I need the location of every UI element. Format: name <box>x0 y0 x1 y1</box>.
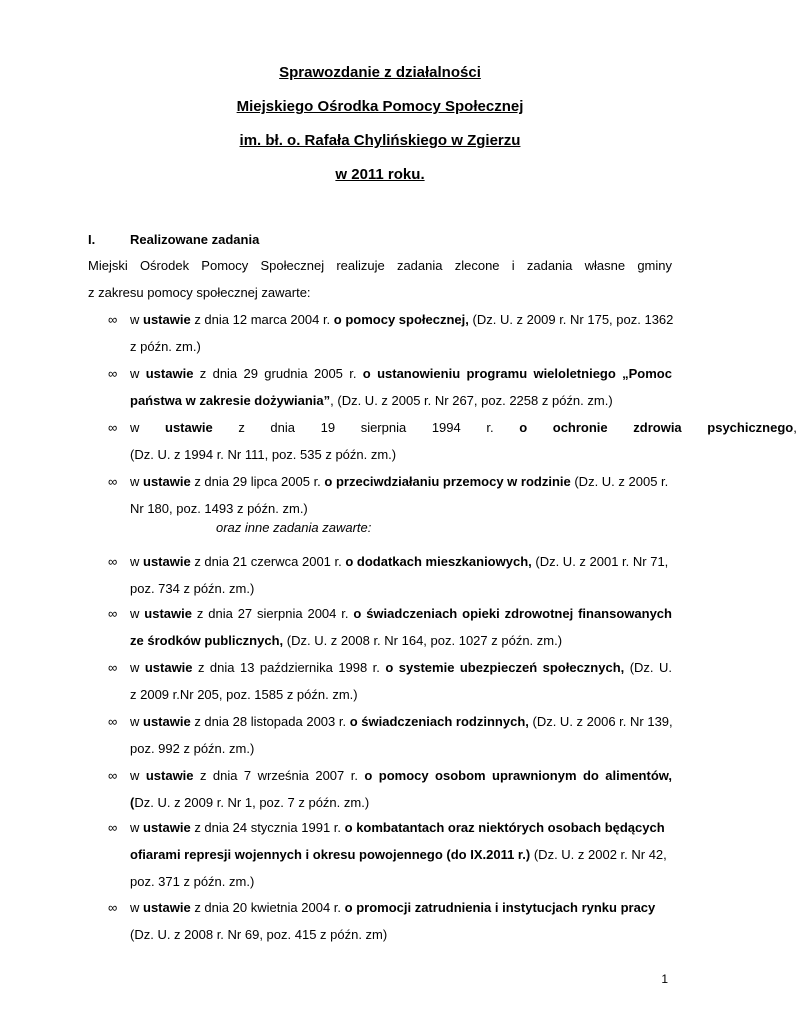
item-bold-title: o dodatkach mieszkaniowych, <box>345 554 532 569</box>
list-item <box>108 762 672 816</box>
item-w: w <box>130 312 140 327</box>
item-ustawie: ustawie <box>143 900 191 915</box>
item-w: w <box>130 474 140 489</box>
item-w: w <box>130 420 140 435</box>
item-text: z dnia 20 kwietnia 2004 r. <box>190 900 345 915</box>
item-text: z dnia 27 sierpnia 2004 r. <box>191 606 354 621</box>
title-line-4: w 2011 roku. <box>335 166 425 183</box>
intro-line-1: Miejski Ośrodek Pomocy Społecznej realizuje zadania zlecone i zadania własne gminy <box>88 258 672 273</box>
infinity-bullet-icon: ∞ <box>108 714 118 729</box>
item-text: z dnia 12 marca 2004 r. <box>190 312 334 327</box>
list-item <box>108 414 797 468</box>
item-ustawie: ustawie <box>145 768 194 783</box>
item-comma: , <box>793 420 797 435</box>
infinity-bullet-icon: ∞ <box>108 900 118 915</box>
section-number: I. <box>88 232 96 247</box>
item-bold-title: o ochronie zdrowia psychicznego <box>519 420 794 435</box>
list-item <box>108 814 672 895</box>
item-ustawie: ustawie <box>144 660 193 675</box>
item-citation: (Dz. U. z 1994 r. Nr 111, poz. 535 z późn. zm.) <box>130 447 397 462</box>
item-text: z dnia 29 lipca 2005 r. <box>190 474 325 489</box>
list-item <box>108 708 672 762</box>
title-line-2: Miejskiego Ośrodka Pomocy Społecznej <box>236 98 524 115</box>
item-bold-title: o przeciwdziałaniu przemocy w rodzinie <box>324 474 571 489</box>
item-text: z dnia 24 stycznia 1991 r. <box>190 820 345 835</box>
item-w: w <box>130 900 140 915</box>
item-citation: Dz. U. z 2009 r. Nr 1, poz. 7 z późn. zm.) <box>134 795 370 810</box>
section-title: Realizowane zadania <box>130 232 260 247</box>
item-citation: (Dz. U. z 2005 r. <box>570 474 669 489</box>
item-ustawie: ustawie <box>145 366 194 381</box>
list-item <box>108 306 672 360</box>
item-ustawie: ustawie <box>143 312 191 327</box>
item-citation: (Dz. U. z 2001 r. Nr 71, <box>531 554 669 569</box>
title-line-1: Sprawozdanie z działalności <box>279 64 481 81</box>
item-paren: ( <box>130 795 135 810</box>
item-citation-cont: z 2009 r.Nr 205, poz. 1585 z późn. zm.) <box>130 687 358 702</box>
item-bold-title-cont: ze środków publicznych, <box>130 633 284 648</box>
item-citation-cont: poz. 992 z późn. zm.) <box>130 741 255 756</box>
item-text: z dnia 7 września 2007 r. <box>193 768 365 783</box>
list-item <box>108 894 672 948</box>
item-bold-title: o kombatantach oraz niektórych osobach będących <box>344 820 665 835</box>
item-text: z dnia 13 października 1998 r. <box>192 660 386 675</box>
item-bold-title: o pomocy społecznej, <box>333 312 469 327</box>
item-ustawie: ustawie <box>143 554 191 569</box>
item-bold-title: o ustanowieniu programu wieloletniego „Pomoc <box>362 366 672 381</box>
item-w: w <box>130 554 140 569</box>
item-citation-cont: poz. 734 z późn. zm.) <box>130 581 255 596</box>
item-w: w <box>130 820 140 835</box>
item-citation: (Dz. U. z 2006 r. Nr 139, <box>528 714 673 729</box>
infinity-bullet-icon: ∞ <box>108 768 118 783</box>
item-citation-cont: z późn. zm.) <box>130 339 201 354</box>
item-bold-title: o świadczeniach opieki zdrowotnej finansowanych <box>353 606 672 621</box>
infinity-bullet-icon: ∞ <box>108 420 118 435</box>
title-line-3: im. bł. o. Rafała Chylińskiego w Zgierzu <box>239 132 521 149</box>
item-w: w <box>130 660 140 675</box>
item-citation: (Dz. U. <box>624 660 672 675</box>
item-bold-title: o systemie ubezpieczeń społecznych, <box>385 660 625 675</box>
infinity-bullet-icon: ∞ <box>108 606 118 621</box>
section-heading <box>88 232 259 247</box>
infinity-bullet-icon: ∞ <box>108 554 118 569</box>
item-ustawie: ustawie <box>144 606 192 621</box>
item-bold-title: o promocji zatrudnienia i instytucjach rynku pracy <box>344 900 656 915</box>
infinity-bullet-icon: ∞ <box>108 366 118 381</box>
item-ustawie: ustawie <box>143 714 191 729</box>
subheading: oraz inne zadania zawarte: <box>216 520 372 535</box>
item-w: w <box>130 714 140 729</box>
item-bold-title-cont: ofiarami represji wojennych i okresu powojennego (do IX.2011 r.) <box>130 847 531 862</box>
infinity-bullet-icon: ∞ <box>108 312 118 327</box>
list-item <box>108 548 672 602</box>
page-number: 1 <box>661 972 668 986</box>
list-item <box>108 360 672 414</box>
item-citation: (Dz. U. z 2002 r. Nr 42, <box>530 847 667 862</box>
item-w: w <box>130 366 140 381</box>
item-ustawie: ustawie <box>165 420 213 435</box>
item-text: z dnia 28 listopada 2003 r. <box>190 714 350 729</box>
item-citation: (Dz. U. z 2008 r. Nr 164, poz. 1027 z późn. zm.) <box>283 633 563 648</box>
intro-paragraph <box>88 252 672 306</box>
item-bold-title: o pomocy osobom uprawnionym do alimentów, <box>364 768 672 783</box>
item-citation: , (Dz. U. z 2005 r. Nr 267, poz. 2258 z późn. zm.) <box>330 393 613 408</box>
item-ustawie: ustawie <box>143 474 191 489</box>
item-citation: (Dz. U. z 2009 r. Nr 175, poz. 1362 <box>468 312 674 327</box>
item-text: z dnia 19 sierpnia 1994 r. <box>212 420 520 435</box>
item-w: w <box>130 606 140 621</box>
item-w: w <box>130 768 140 783</box>
list-item <box>108 654 672 708</box>
item-bold-title-cont: państwa w zakresie dożywiania” <box>130 393 331 408</box>
item-text: z dnia 29 grudnia 2005 r. <box>193 366 363 381</box>
intro-line-2: z zakresu pomocy społecznej zawarte: <box>88 285 311 300</box>
item-ustawie: ustawie <box>143 820 191 835</box>
item-bold-title: o świadczeniach rodzinnych, <box>349 714 529 729</box>
item-citation-cont: Nr 180, poz. 1493 z późn. zm.) <box>130 501 308 516</box>
item-citation-cont: poz. 371 z późn. zm.) <box>130 874 255 889</box>
infinity-bullet-icon: ∞ <box>108 660 118 675</box>
infinity-bullet-icon: ∞ <box>108 820 118 835</box>
list-item <box>108 600 672 654</box>
item-citation: (Dz. U. z 2008 r. Nr 69, poz. 415 z późn. zm) <box>130 927 388 942</box>
item-text: z dnia 21 czerwca 2001 r. <box>190 554 346 569</box>
infinity-bullet-icon: ∞ <box>108 474 118 489</box>
list-item <box>108 468 672 522</box>
